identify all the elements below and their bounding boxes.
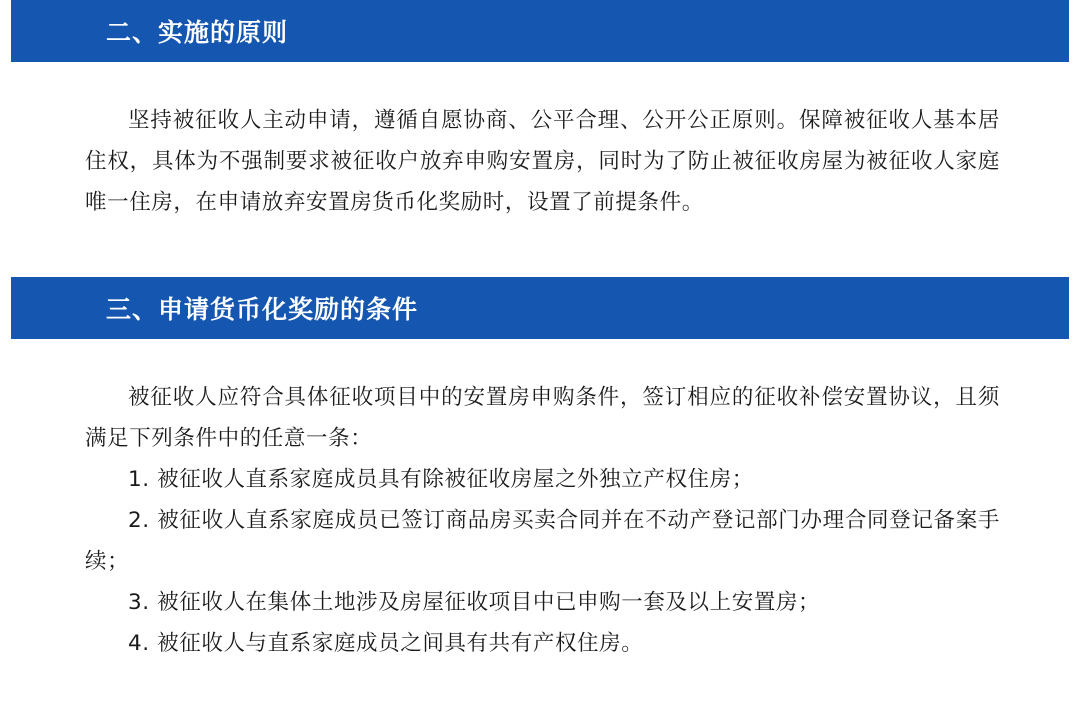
section-body-2 <box>0 100 1080 223</box>
paragraph: 坚持被征收人主动申请，遵循自愿协商、公平合理、公开公正原则。保障被征收人基本居住权，具体为不强制要求被征收户放弃申购安置房，同时为了防止被征收房屋为被征收人家庭唯一住房，在申请放弃安置房货币化奖励时，设置了前提条件。 <box>85 108 1000 215</box>
spacer <box>0 339 1080 377</box>
condition-item: 1. 被征收人直系家庭成员具有除被征收房屋之外独立产权住房； <box>128 467 754 492</box>
spacer <box>0 62 1080 100</box>
section-heading-text: 二、实施的原则 <box>106 18 289 47</box>
condition-item: 3. 被征收人在集体土地涉及房屋征收项目中已申购一套及以上安置房； <box>128 590 821 615</box>
spacer <box>0 664 1080 678</box>
section-header-2 <box>11 0 1069 62</box>
section-heading-text: 三、申请货币化奖励的条件 <box>106 295 419 324</box>
section-body-3 <box>0 377 1080 664</box>
spacer <box>0 223 1080 277</box>
section-header-3 <box>11 277 1069 339</box>
paragraph: 被征收人应符合具体征收项目中的安置房申购条件，签订相应的征收补偿安置协议，且须满足下列条件中的任意一条： <box>85 385 1000 451</box>
condition-item: 2. 被征收人直系家庭成员已签订商品房买卖合同并在不动产登记部门办理合同登记备案手续； <box>85 508 1000 574</box>
condition-item: 4. 被征收人与直系家庭成员之间具有共有产权住房。 <box>128 631 644 656</box>
